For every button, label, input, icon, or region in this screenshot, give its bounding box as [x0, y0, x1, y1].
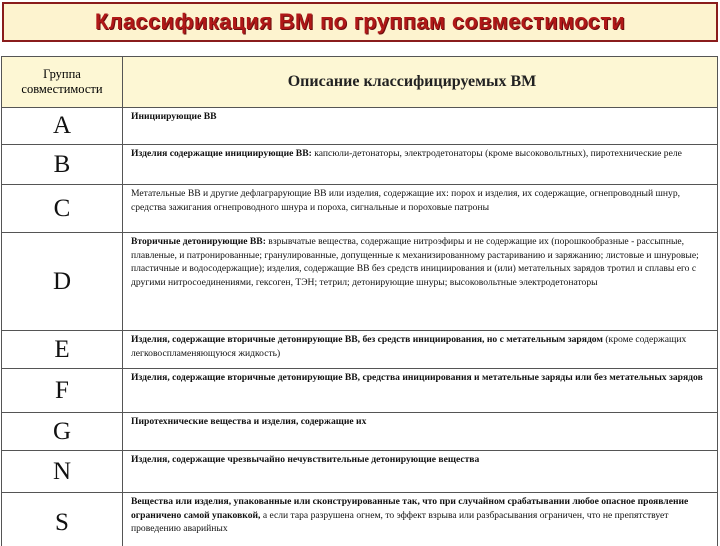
description-bold-text: Вторичные детонирующие ВВ:: [131, 236, 266, 247]
table-row: [2, 413, 718, 451]
description-bold-text: Инициирующие ВВ: [131, 111, 217, 122]
group-letter: F: [2, 369, 123, 413]
table-row: [2, 145, 718, 185]
group-letter: E: [2, 331, 123, 369]
table-header-row: [2, 57, 718, 108]
compatibility-table: [1, 56, 718, 546]
table-body: [2, 108, 718, 546]
group-description: [123, 493, 718, 546]
table-row: [2, 185, 718, 233]
header-description-label: Описание классифицируемых ВМ: [288, 73, 537, 90]
group-description: [123, 185, 718, 233]
header-description-column: [123, 57, 718, 108]
group-description: [123, 233, 718, 331]
table-row: [2, 331, 718, 369]
group-letter: G: [2, 413, 123, 451]
group-description: [123, 451, 718, 493]
description-bold-text: Вещества или изделия, упакованные или сконструированные так, что при случайном срабатывании любое опасное проявление ограничено самой упаковкой,: [131, 496, 688, 521]
group-letter: N: [2, 451, 123, 493]
description-bold-text: Изделия, содержащие чрезвычайно нечувствительные детонирующие вещества: [131, 454, 479, 465]
table-row: [2, 233, 718, 331]
group-description: [123, 331, 718, 369]
group-letter: C: [2, 185, 123, 233]
group-letter: B: [2, 145, 123, 185]
description-bold-text: Изделия, содержащие вторичные детонирующие ВВ, средства инициирования и метательные заряды или без метательных зарядов: [131, 372, 703, 383]
description-text: капсюли-детонаторы, электродетонаторы (кроме высоковольтных), пиротехнические реле: [312, 148, 682, 159]
description-text: (кроме содержащих легковоспламеняющуюся жидкость): [131, 334, 686, 359]
description-bold-text: Изделия содержащие инициирующие ВВ:: [131, 148, 312, 159]
table-row: [2, 493, 718, 546]
title-bar: [2, 2, 718, 42]
group-letter: A: [2, 108, 123, 145]
group-description: [123, 369, 718, 413]
description-bold-text: Пиротехнические вещества и изделия, содержащие их: [131, 416, 366, 427]
group-letter: S: [2, 493, 123, 546]
table-row: [2, 451, 718, 493]
description-text: Метательные ВВ и другие дефлаграрующие ВВ или изделия, содержащие их: порох и изделия, их содержащие, огнепроводный шнур, средства зажигания огнепроводного шнура и пороха, сигнальные и пороховые патроны: [131, 188, 680, 213]
page-title: Классификация ВМ по группам совместимости: [95, 9, 625, 35]
table-row: [2, 108, 718, 145]
group-description: [123, 108, 718, 145]
header-group-column: Группа совместимости: [2, 57, 123, 108]
group-letter: D: [2, 233, 123, 331]
compatibility-table-container: [1, 56, 718, 546]
table-row: [2, 369, 718, 413]
group-description: [123, 413, 718, 451]
description-bold-text: Изделия, содержащие вторичные детонирующие ВВ, без средств инициирования, но с метательным зарядом: [131, 334, 603, 345]
description-text: а если тара разрушена огнем, то эффект взрыва или разбрасывания ограничен, что не препятствует проведению аварийных: [131, 510, 668, 535]
group-description: [123, 145, 718, 185]
description-text: взрывчатые вещества, содержащие нитроэфиры и не содержащие их (порошкообразные - рассыпные, плавленые, и патронированные; гранулированные, допущенные к механизированному растариванию и заряжанию; листовые и шнуровые; пластичные и водосодержащие); изделия, содержащие ВВ без средств инициирования и (или) метательных зарядов тротил и сплавы его с другими нитросоединениями, гексоген, ТЭН; тетрил; детонирующие шнуры; высоковольтные электродетонаторы: [131, 236, 699, 288]
